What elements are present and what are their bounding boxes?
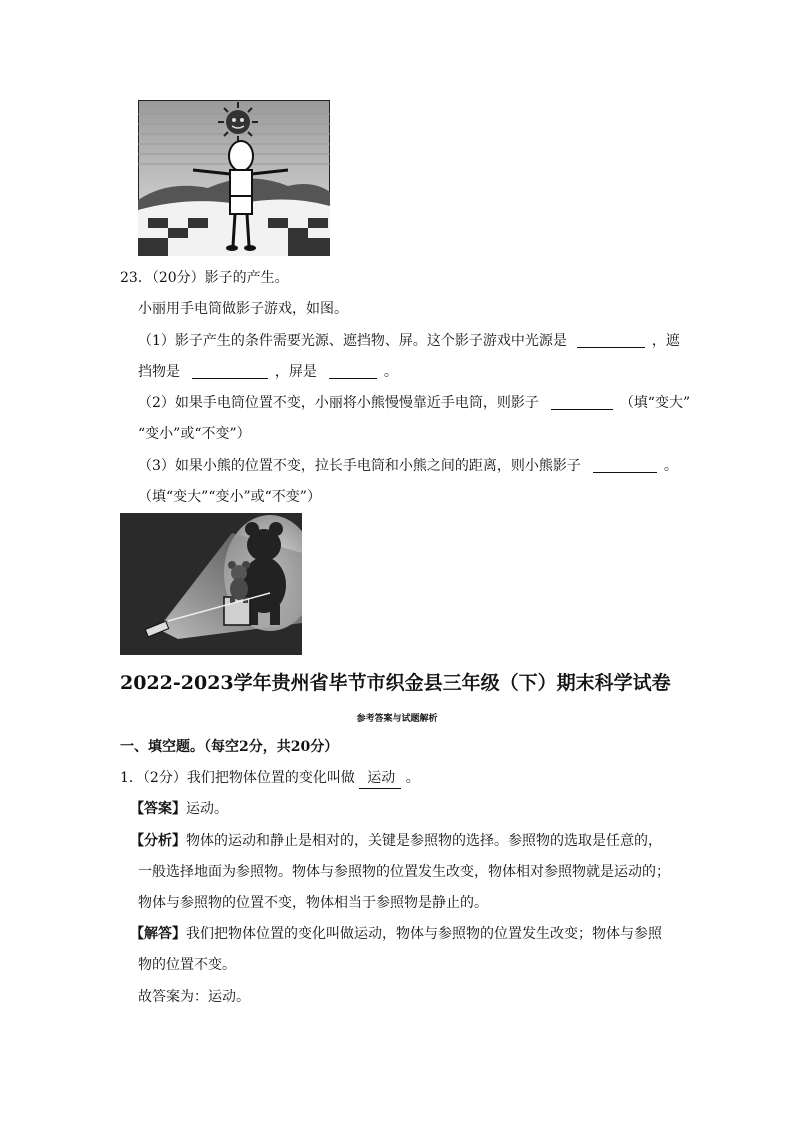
answer-line — [130, 799, 228, 819]
part3-text-a: （3）如果小熊的位置不变，拉长手电筒和小熊之间的距离，则小熊影子 — [138, 458, 581, 474]
analysis-tag: 【分析】 — [130, 833, 186, 849]
solution-line-2: 物的位置不变。 — [138, 957, 236, 973]
part3-blank[interactable] — [593, 458, 657, 473]
analysis-line-3: 物体与参照物的位置不变，物体相当于参照物是静止的。 — [138, 895, 488, 911]
solution-tag: 【解答】 — [130, 926, 186, 942]
question-23-header: 23．（20分）影子的产生。 — [120, 270, 289, 286]
part2-text-a: （2）如果手电筒位置不变，小丽将小熊慢慢靠近手电筒，则影子 — [138, 395, 539, 411]
analysis-text-1: 物体的运动和静止是相对的，关键是参照物的选择。参照物的选取是任意的， — [186, 833, 662, 849]
question-23-part2-line1 — [138, 393, 690, 413]
analysis-line-1 — [130, 831, 662, 851]
part1-text-e: 。 — [383, 364, 398, 380]
answer-key-subtitle: 参考答案与试题解析 — [356, 714, 438, 724]
part2-blank[interactable] — [551, 395, 613, 410]
solution-text-1: 我们把物体位置的变化叫做运动，物体与参照物的位置发生改变；物体与参照 — [186, 926, 662, 942]
sun-icon — [218, 102, 258, 142]
question-23-part3-line2: （填“变大”“变小”或“不变”） — [138, 489, 321, 505]
blocker-blank[interactable] — [192, 364, 268, 379]
question-23-part1-line2 — [138, 362, 398, 382]
question-23-part3-line1 — [138, 456, 678, 476]
screen-blank[interactable] — [329, 364, 377, 379]
part2-text-b: （填“变大” — [619, 395, 691, 411]
part1-text-c: 挡物是 — [138, 364, 180, 380]
solution-line-1 — [130, 924, 662, 944]
part1-text-a: （1）影子产生的条件需要光源、遮挡物、屏。这个影子游戏中光源是 — [138, 333, 567, 349]
answer-key-title: 2022-2023学年贵州省毕节市织金县三年级（下）期末科学试卷 — [120, 672, 671, 694]
question-1-answer: 运动 — [359, 768, 401, 789]
section-heading: 一、填空题。（每空2分，共20分） — [120, 739, 339, 755]
question-1-line — [120, 768, 420, 789]
part1-text-d: ，屏是 — [274, 364, 317, 380]
analysis-line-2: 一般选择地面为参照物。物体与参照物的位置发生改变，物体相对参照物就是运动的； — [138, 864, 670, 880]
final-answer: 故答案为：运动。 — [138, 989, 250, 1005]
question-23-part1-line1 — [138, 331, 680, 351]
question-23-part2-line2: “变小”或“不变”） — [138, 426, 251, 442]
question-1-suffix: 。 — [405, 770, 420, 786]
question-23-intro: 小丽用手电筒做影子游戏，如图。 — [138, 301, 348, 317]
sun-shadow-illustration — [138, 100, 330, 256]
part1-text-b: ，遮 — [651, 333, 680, 349]
part3-text-b: 。 — [663, 458, 678, 474]
flashlight-bear-shadow-illustration — [120, 513, 302, 655]
question-1-prefix: 1．（2分）我们把物体位置的变化叫做 — [120, 770, 355, 786]
answer-text: 运动。 — [186, 801, 228, 817]
light-source-blank[interactable] — [577, 333, 645, 348]
answer-tag: 【答案】 — [130, 801, 186, 817]
